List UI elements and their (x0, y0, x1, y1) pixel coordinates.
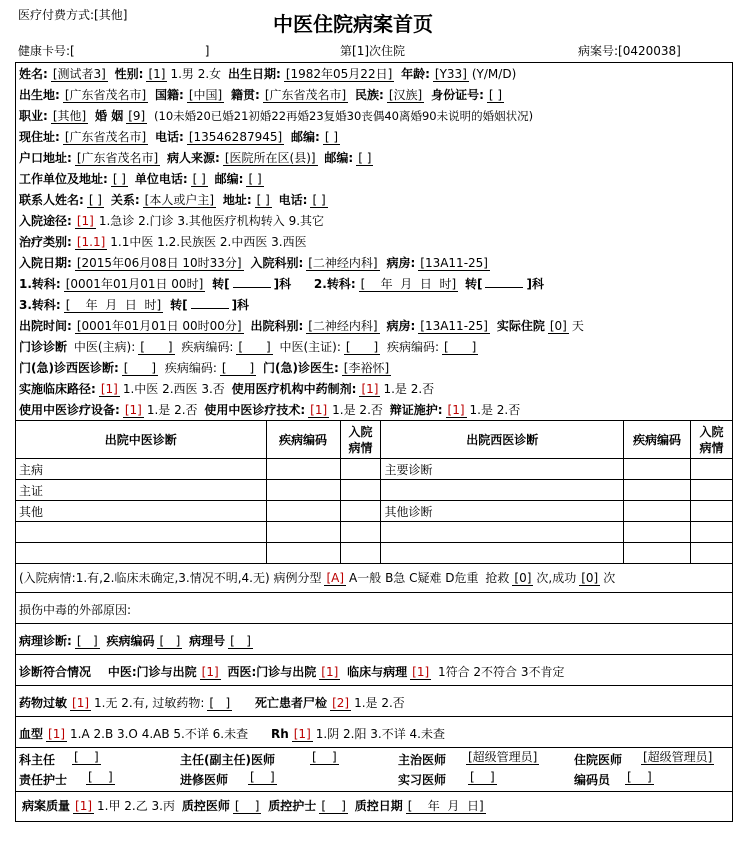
tcm-match-field[interactable]: [1] (201, 665, 219, 679)
sex-label: 性别: (114, 67, 144, 81)
record-quality-options: 1.甲 2.乙 3.丙 (97, 799, 175, 813)
syndrome-nursing-label: 辩证施护: (389, 403, 443, 417)
tcm-device-label: 使用中医诊疗设备: (19, 403, 120, 417)
disease-code2-field[interactable]: [ ] (444, 340, 477, 354)
payment-method-value[interactable]: [其他] (94, 8, 128, 22)
match-options: 1符合 2不符合 3不肯定 (437, 665, 565, 679)
relation-label: 关系: (110, 193, 140, 207)
advanced-physician-label: 进修医师 (180, 773, 229, 787)
tcm-technique-label: 使用中医诊疗技术: (204, 403, 306, 417)
qc-nurse-field[interactable]: [ ] (321, 799, 346, 813)
name-label: 姓名: (19, 67, 48, 81)
birth-date-label: 出生日期: (228, 67, 281, 81)
record-number-value[interactable]: [0420038] (618, 44, 681, 58)
contact-phone-label: 电话: (278, 193, 308, 207)
outpatient-diagnosis-label: 门诊诊断 (19, 340, 68, 354)
outpatient-wm-diagnosis-label: 门(急)诊西医诊断: (19, 361, 119, 375)
row-case-type (19, 569, 618, 586)
rh-label: Rh (270, 727, 289, 741)
advanced-physician-field[interactable]: [ ] (250, 770, 275, 784)
autopsy-field[interactable]: [2] (332, 696, 350, 710)
row-pathology (19, 632, 256, 649)
payment-method-label: 医疗付费方式: (18, 8, 95, 22)
transfer3-to-label: 转[ (170, 298, 188, 312)
admission-ward-label: 病房: (386, 256, 416, 270)
discharge-dept-label: 出院科别: (250, 319, 304, 333)
record-quality-field[interactable]: [1] (75, 799, 93, 813)
household-zip-field[interactable]: [ ] (358, 151, 372, 165)
disease-code1-field[interactable]: [ ] (238, 340, 271, 354)
row-outpatient-wm (19, 359, 394, 376)
pathology-field[interactable]: [ ] (76, 634, 98, 648)
occupation-label: 职业: (19, 109, 48, 123)
intern-physician-field[interactable]: [ ] (470, 770, 495, 784)
diagnosis-header-row (16, 421, 733, 459)
row-diagnosis-match (19, 663, 568, 680)
tcm-discharge-diagnosis-header: 出院中医诊断 (16, 421, 267, 459)
transfer2-date-field[interactable]: [ 年 月 日 时] (360, 277, 457, 291)
admission-dept-field[interactable]: [二神经内科] (308, 256, 378, 270)
case-type-field[interactable]: [A] (326, 571, 345, 585)
table-row (16, 501, 733, 522)
wm-match-field[interactable]: [1] (321, 665, 339, 679)
tcm-code-cell[interactable] (266, 522, 340, 543)
syndrome-nursing-options: 1.是 2.否 (469, 403, 521, 417)
department-director-field[interactable]: [ ] (74, 750, 99, 764)
transfer1-date-field[interactable]: [0001年01月01日 00时] (65, 277, 204, 291)
household-zip-label: 邮编: (324, 151, 354, 165)
admission-dept-label: 入院科别: (250, 256, 304, 270)
discharge-ward-label: 病房: (386, 319, 416, 333)
divider (15, 592, 733, 593)
patient-source-label: 病人来源: (167, 151, 220, 165)
marital-field[interactable]: [9] (128, 109, 146, 123)
stay-days-unit: 天 (571, 319, 584, 333)
outpatient-wm-diagnosis-field[interactable]: [ ] (123, 361, 157, 375)
divider (15, 791, 733, 792)
coder-label: 编码员 (574, 773, 611, 787)
transfer1-dept-unit: ]科 (273, 277, 292, 291)
wm-condition-cell[interactable] (691, 501, 733, 522)
resident-physician-label: 住院医师 (574, 753, 623, 767)
record-quality-label: 病案质量 (22, 799, 71, 813)
row-transfer-3 (19, 296, 252, 313)
tcm-disease-code-header: 疾病编码 (266, 421, 340, 459)
sex-options: 1.男 2.女 (170, 67, 222, 81)
row-treatment-type (19, 233, 310, 250)
admission-route-field[interactable]: [1] (76, 214, 94, 228)
wm-condition-cell[interactable] (691, 480, 733, 501)
stay-days-label: 实际住院 (496, 319, 545, 333)
tcm-condition-cell[interactable] (340, 522, 381, 543)
admission-date-label: 入院日期: (19, 256, 72, 270)
row-contact (19, 191, 331, 208)
patient-source-field[interactable]: [医院所在区(县)] (224, 151, 316, 165)
blood-type-label: 血型 (19, 727, 44, 741)
age-label: 年龄: (401, 67, 430, 81)
row-occupation (19, 107, 536, 124)
table-row (16, 459, 733, 480)
wm-code-cell[interactable] (624, 501, 691, 522)
wm-discharge-diagnosis-header: 出院西医诊断 (381, 421, 624, 459)
admission-date-field[interactable]: [2015年06月08日 10时33分] (76, 256, 242, 270)
tcm-technique-options: 1.是 2.否 (332, 403, 383, 417)
row-workplace (19, 170, 267, 187)
qc-date-label: 质控日期 (354, 799, 403, 813)
disease-code1-label: 疾病编码: (181, 340, 234, 354)
wm-disease-code-header: 疾病编码 (624, 421, 691, 459)
nationality-label: 国籍: (155, 88, 184, 102)
health-card-label: 健康卡号:[ (18, 44, 75, 58)
clinical-pathology-field[interactable]: [1] (412, 665, 430, 679)
attending-physician-label: 主治医师 (398, 753, 447, 767)
tcm-diagnosis-cell[interactable]: 主证 (16, 480, 267, 501)
pathology-code-label: 疾病编码 (106, 634, 155, 648)
row-admission-route (19, 212, 327, 229)
work-zip-field[interactable]: [ ] (248, 172, 262, 186)
discharge-time-label: 出院时间: (19, 319, 72, 333)
transfer1-to-label: 转[ (212, 277, 230, 291)
admission-times-value[interactable]: [1] (352, 44, 370, 58)
condition-legend: (入院病情:1.有,2.临床未确定,3.情况不明,4.无) 病例分型 (19, 571, 322, 585)
relation-field[interactable]: [本人或户主] (144, 193, 215, 207)
work-phone-field[interactable]: [ ] (192, 172, 206, 186)
admission-times-suffix: 次住院 (369, 44, 406, 58)
ethnicity-field[interactable]: [汉族] (388, 88, 423, 102)
wm-condition-cell[interactable] (691, 459, 733, 480)
nationality-field[interactable]: [中国] (188, 88, 223, 102)
household-address-label: 户口地址: (19, 151, 72, 165)
wm-condition-cell[interactable] (691, 543, 733, 564)
zip-field[interactable]: [ ] (324, 130, 339, 144)
responsible-nurse-label: 责任护士 (19, 773, 68, 787)
divider (15, 747, 733, 748)
autopsy-label: 死亡患者尸检 (255, 696, 328, 710)
native-place-field[interactable]: [广东省茂名市] (264, 88, 347, 102)
page-title: 中医住院病案首页 (273, 12, 433, 36)
pathology-code-field[interactable]: [ ] (159, 634, 181, 648)
phone-label: 电话: (155, 130, 184, 144)
case-type-options: A一般 B急 C疑难 D危重 (349, 571, 479, 585)
treatment-type-label: 治疗类别: (19, 235, 72, 249)
contact-address-label: 地址: (222, 193, 252, 207)
name-field[interactable]: [测试者3] (52, 67, 106, 81)
zip-label: 邮编: (291, 130, 320, 144)
transfer3-label: 3.转科: (19, 298, 61, 312)
drug-allergy-field[interactable]: [1] (72, 696, 90, 710)
tcm-diagnosis-cell[interactable] (16, 522, 267, 543)
syndrome-nursing-field[interactable]: [1] (447, 403, 465, 417)
treatment-type-field[interactable]: [1.1] (76, 235, 106, 249)
work-zip-label: 邮编: (214, 172, 244, 186)
qc-nurse-label: 质控护士 (268, 799, 317, 813)
admission-times-prefix: 第 (340, 44, 353, 58)
wm-disease-code-label: 疾病编码: (164, 361, 217, 375)
wm-disease-code-field[interactable]: [ ] (221, 361, 255, 375)
divider (15, 623, 733, 624)
injury-cause-label: 损伤中毒的外部原因: (19, 603, 132, 617)
wm-admission-condition-header: 入院病情 (691, 421, 733, 459)
contact-address-field[interactable]: [ ] (256, 193, 270, 207)
row-allergy (19, 694, 408, 711)
autopsy-options: 1.是 2.否 (354, 696, 405, 710)
row-tcm-device (19, 401, 523, 418)
outpatient-doctor-label: 门(急)诊医生: (262, 361, 339, 375)
row-admission-date (19, 254, 493, 271)
discharge-time-field[interactable]: [0001年01月01日 00时00分] (76, 319, 242, 333)
rescue-count-field[interactable]: [0] (514, 571, 532, 585)
row-birthplace (19, 86, 507, 103)
diagnosis-table (15, 420, 733, 564)
row-transfer-1-2 (19, 275, 547, 292)
workplace-label: 工作单位及地址: (19, 172, 108, 186)
divider (15, 654, 733, 655)
clinical-path-label: 实施临床路径: (19, 382, 96, 396)
clinical-pathology-label: 临床与病理 (347, 665, 408, 679)
rh-options: 1.阴 2.阳 3.不详 4.未查 (315, 727, 445, 741)
treatment-type-options: 1.1中医 1.2.民族医 2.中西医 3.西医 (110, 235, 307, 249)
record-number (578, 42, 681, 59)
pathology-number-label: 病理号 (189, 634, 226, 648)
rh-field[interactable]: [1] (293, 727, 311, 741)
pathology-number-field[interactable]: [ ] (230, 634, 251, 648)
rescue-success-label: 次,成功 (536, 571, 577, 585)
wm-diagnosis-cell[interactable]: 主要诊断 (381, 459, 624, 480)
contact-name-label: 联系人姓名: (19, 193, 84, 207)
tcm-main-disease-label: 中医(主病): (73, 340, 136, 354)
wm-code-cell[interactable] (624, 459, 691, 480)
row-injury (19, 601, 437, 618)
row-household (19, 149, 376, 166)
health-card (18, 42, 209, 59)
rescue-success-field[interactable]: [0] (581, 571, 599, 585)
qc-doctor-label: 质控医师 (181, 799, 230, 813)
tcm-diagnosis-cell[interactable] (16, 543, 267, 564)
wm-diagnosis-cell[interactable] (381, 543, 624, 564)
blood-type-field[interactable]: [1] (48, 727, 66, 741)
transfer2-dept-unit: ]科 (526, 277, 544, 291)
divider (15, 716, 733, 717)
drug-allergy-label: 药物过敏 (19, 696, 68, 710)
contact-name-field[interactable]: [ ] (88, 193, 102, 207)
row-blood-type (19, 725, 448, 742)
transfer3-dept-field[interactable] (191, 308, 229, 309)
tcm-diagnosis-cell[interactable]: 主病 (16, 459, 267, 480)
discharge-dept-field[interactable]: [二神经内科] (308, 319, 378, 333)
current-address-field[interactable]: [广东省茂名市] (64, 130, 147, 144)
tcm-condition-cell[interactable] (340, 501, 381, 522)
outpatient-doctor-field[interactable]: [李裕怀] (343, 361, 390, 375)
native-place-label: 籍贯: (231, 88, 260, 102)
admission-times (340, 42, 405, 59)
transfer3-dept-unit: ]科 (231, 298, 250, 312)
tcm-main-disease-field[interactable]: [ ] (140, 340, 173, 354)
resident-physician-field[interactable]: [超级管理员] (643, 750, 713, 764)
wm-diagnosis-cell[interactable] (381, 522, 624, 543)
chief-physician-label: 主任(副主任)医师 (180, 753, 275, 767)
record-number-label: 病案号: (578, 44, 619, 58)
tcm-condition-cell[interactable] (340, 480, 381, 501)
disease-code2-label: 疾病编码: (386, 340, 440, 354)
wm-condition-cell[interactable] (691, 522, 733, 543)
wm-match-label: 西医:门诊与出院 (227, 665, 317, 679)
work-phone-label: 单位电话: (134, 172, 188, 186)
chief-physician-field[interactable]: [ ] (312, 750, 337, 764)
transfer3-date-field[interactable]: [ 年 月 日 时] (65, 298, 162, 312)
admission-ward-field[interactable]: [13A11-25] (420, 256, 488, 270)
coder-field[interactable]: [ ] (627, 770, 652, 784)
tcm-preparation-options: 1.是 2.否 (383, 382, 435, 396)
tcm-preparation-label: 使用医疗机构中药制剂: (231, 382, 357, 396)
transfer2-dept-field[interactable] (485, 287, 523, 288)
transfer1-label: 1.转科: (19, 277, 61, 291)
tcm-code-cell[interactable] (266, 501, 340, 522)
row-basic-info (19, 65, 519, 82)
age-unit: (Y/M/D) (471, 67, 517, 81)
tcm-main-syndrome-label: 中医(主证): (279, 340, 341, 354)
tcm-match-label: 中医:门诊与出院 (107, 665, 197, 679)
birthplace-label: 出生地: (19, 88, 60, 102)
tcm-diagnosis-cell[interactable]: 其他 (16, 501, 267, 522)
wm-diagnosis-cell[interactable] (381, 480, 624, 501)
allergy-drug-field[interactable]: [ ] (209, 696, 231, 710)
birthplace-field[interactable]: [广东省茂名市] (64, 88, 147, 102)
table-row (16, 480, 733, 501)
clinical-path-field[interactable]: [1] (100, 382, 118, 396)
health-card-close: ] (204, 44, 210, 58)
payment-method (18, 6, 127, 23)
wm-code-cell[interactable] (624, 543, 691, 564)
qc-doctor-field[interactable]: [ ] (234, 799, 260, 813)
qc-date-field[interactable]: [ 年 月 日] (407, 799, 484, 813)
birth-date-field[interactable]: [1982年05月22日] (285, 67, 393, 81)
contact-phone-field[interactable]: [ ] (312, 193, 326, 207)
id-number-field[interactable]: [ ] (488, 88, 503, 102)
tcm-technique-field[interactable]: [1] (310, 403, 328, 417)
transfer2-to-label: 转[ (464, 277, 483, 291)
stay-days-field[interactable]: [0] (549, 319, 567, 333)
tcm-admission-condition-header: 入院病情 (340, 421, 381, 459)
wm-code-cell[interactable] (624, 480, 691, 501)
attending-physician-field[interactable]: [超级管理员] (468, 750, 538, 764)
row-clinical-path (19, 380, 437, 397)
intern-physician-label: 实习医师 (398, 773, 447, 787)
marital-label: 婚 姻 (95, 109, 124, 123)
tcm-condition-cell[interactable] (340, 459, 381, 480)
discharge-ward-field[interactable]: [13A11-25] (420, 319, 488, 333)
tcm-device-options: 1.是 2.否 (146, 403, 198, 417)
tcm-code-cell[interactable] (266, 543, 340, 564)
household-address-field[interactable]: [广东省茂名市] (76, 151, 159, 165)
row-outpatient-diagnosis (19, 338, 481, 355)
tcm-code-cell[interactable] (266, 459, 340, 480)
row-discharge (19, 317, 587, 334)
clinical-path-options: 1.中医 2.西医 3.否 (122, 382, 225, 396)
row-quality (22, 797, 489, 814)
tcm-main-syndrome-field[interactable]: [ ] (345, 340, 379, 354)
row-current-address (19, 128, 343, 145)
rescue-success-unit: 次 (603, 571, 616, 585)
transfer2-label: 2.转科: (313, 277, 356, 291)
wm-diagnosis-cell[interactable]: 其他诊断 (381, 501, 624, 522)
rescue-label: 抢救 (485, 571, 510, 585)
department-director-label: 科主任 (19, 753, 56, 767)
tcm-code-cell[interactable] (266, 480, 340, 501)
drug-allergy-options: 1.无 2.有, 过敏药物: (94, 696, 205, 710)
transfer1-dept-field[interactable] (233, 287, 271, 288)
table-row (16, 522, 733, 543)
current-address-label: 现住址: (19, 130, 60, 144)
diagnosis-match-label: 诊断符合情况 (19, 665, 92, 679)
admission-route-options: 1.急诊 2.门诊 3.其他医疗机构转入 9.其它 (98, 214, 325, 228)
tcm-preparation-field[interactable]: [1] (361, 382, 379, 396)
tcm-condition-cell[interactable] (340, 543, 381, 564)
marital-options: (10未婚20已婚21初婚22再婚23复婚30丧偶40离婚90未说明的婚姻状况) (154, 109, 534, 123)
age-field[interactable]: [Y33] (434, 67, 467, 81)
admission-route-label: 入院途径: (19, 214, 72, 228)
responsible-nurse-field[interactable]: [ ] (88, 770, 113, 784)
blood-type-options: 1.A 2.B 3.O 4.AB 5.不详 6.未查 (70, 727, 249, 741)
id-number-label: 身份证号: (431, 88, 484, 102)
tcm-device-field[interactable]: [1] (124, 403, 142, 417)
divider (15, 685, 733, 686)
pathology-label: 病理诊断: (19, 634, 72, 648)
occupation-field[interactable]: [其他] (52, 109, 87, 123)
sex-field[interactable]: [1] (148, 67, 166, 81)
phone-field[interactable]: [13546287945] (188, 130, 283, 144)
wm-code-cell[interactable] (624, 522, 691, 543)
workplace-field[interactable]: [ ] (112, 172, 126, 186)
table-row (16, 543, 733, 564)
ethnicity-label: 民族: (355, 88, 384, 102)
